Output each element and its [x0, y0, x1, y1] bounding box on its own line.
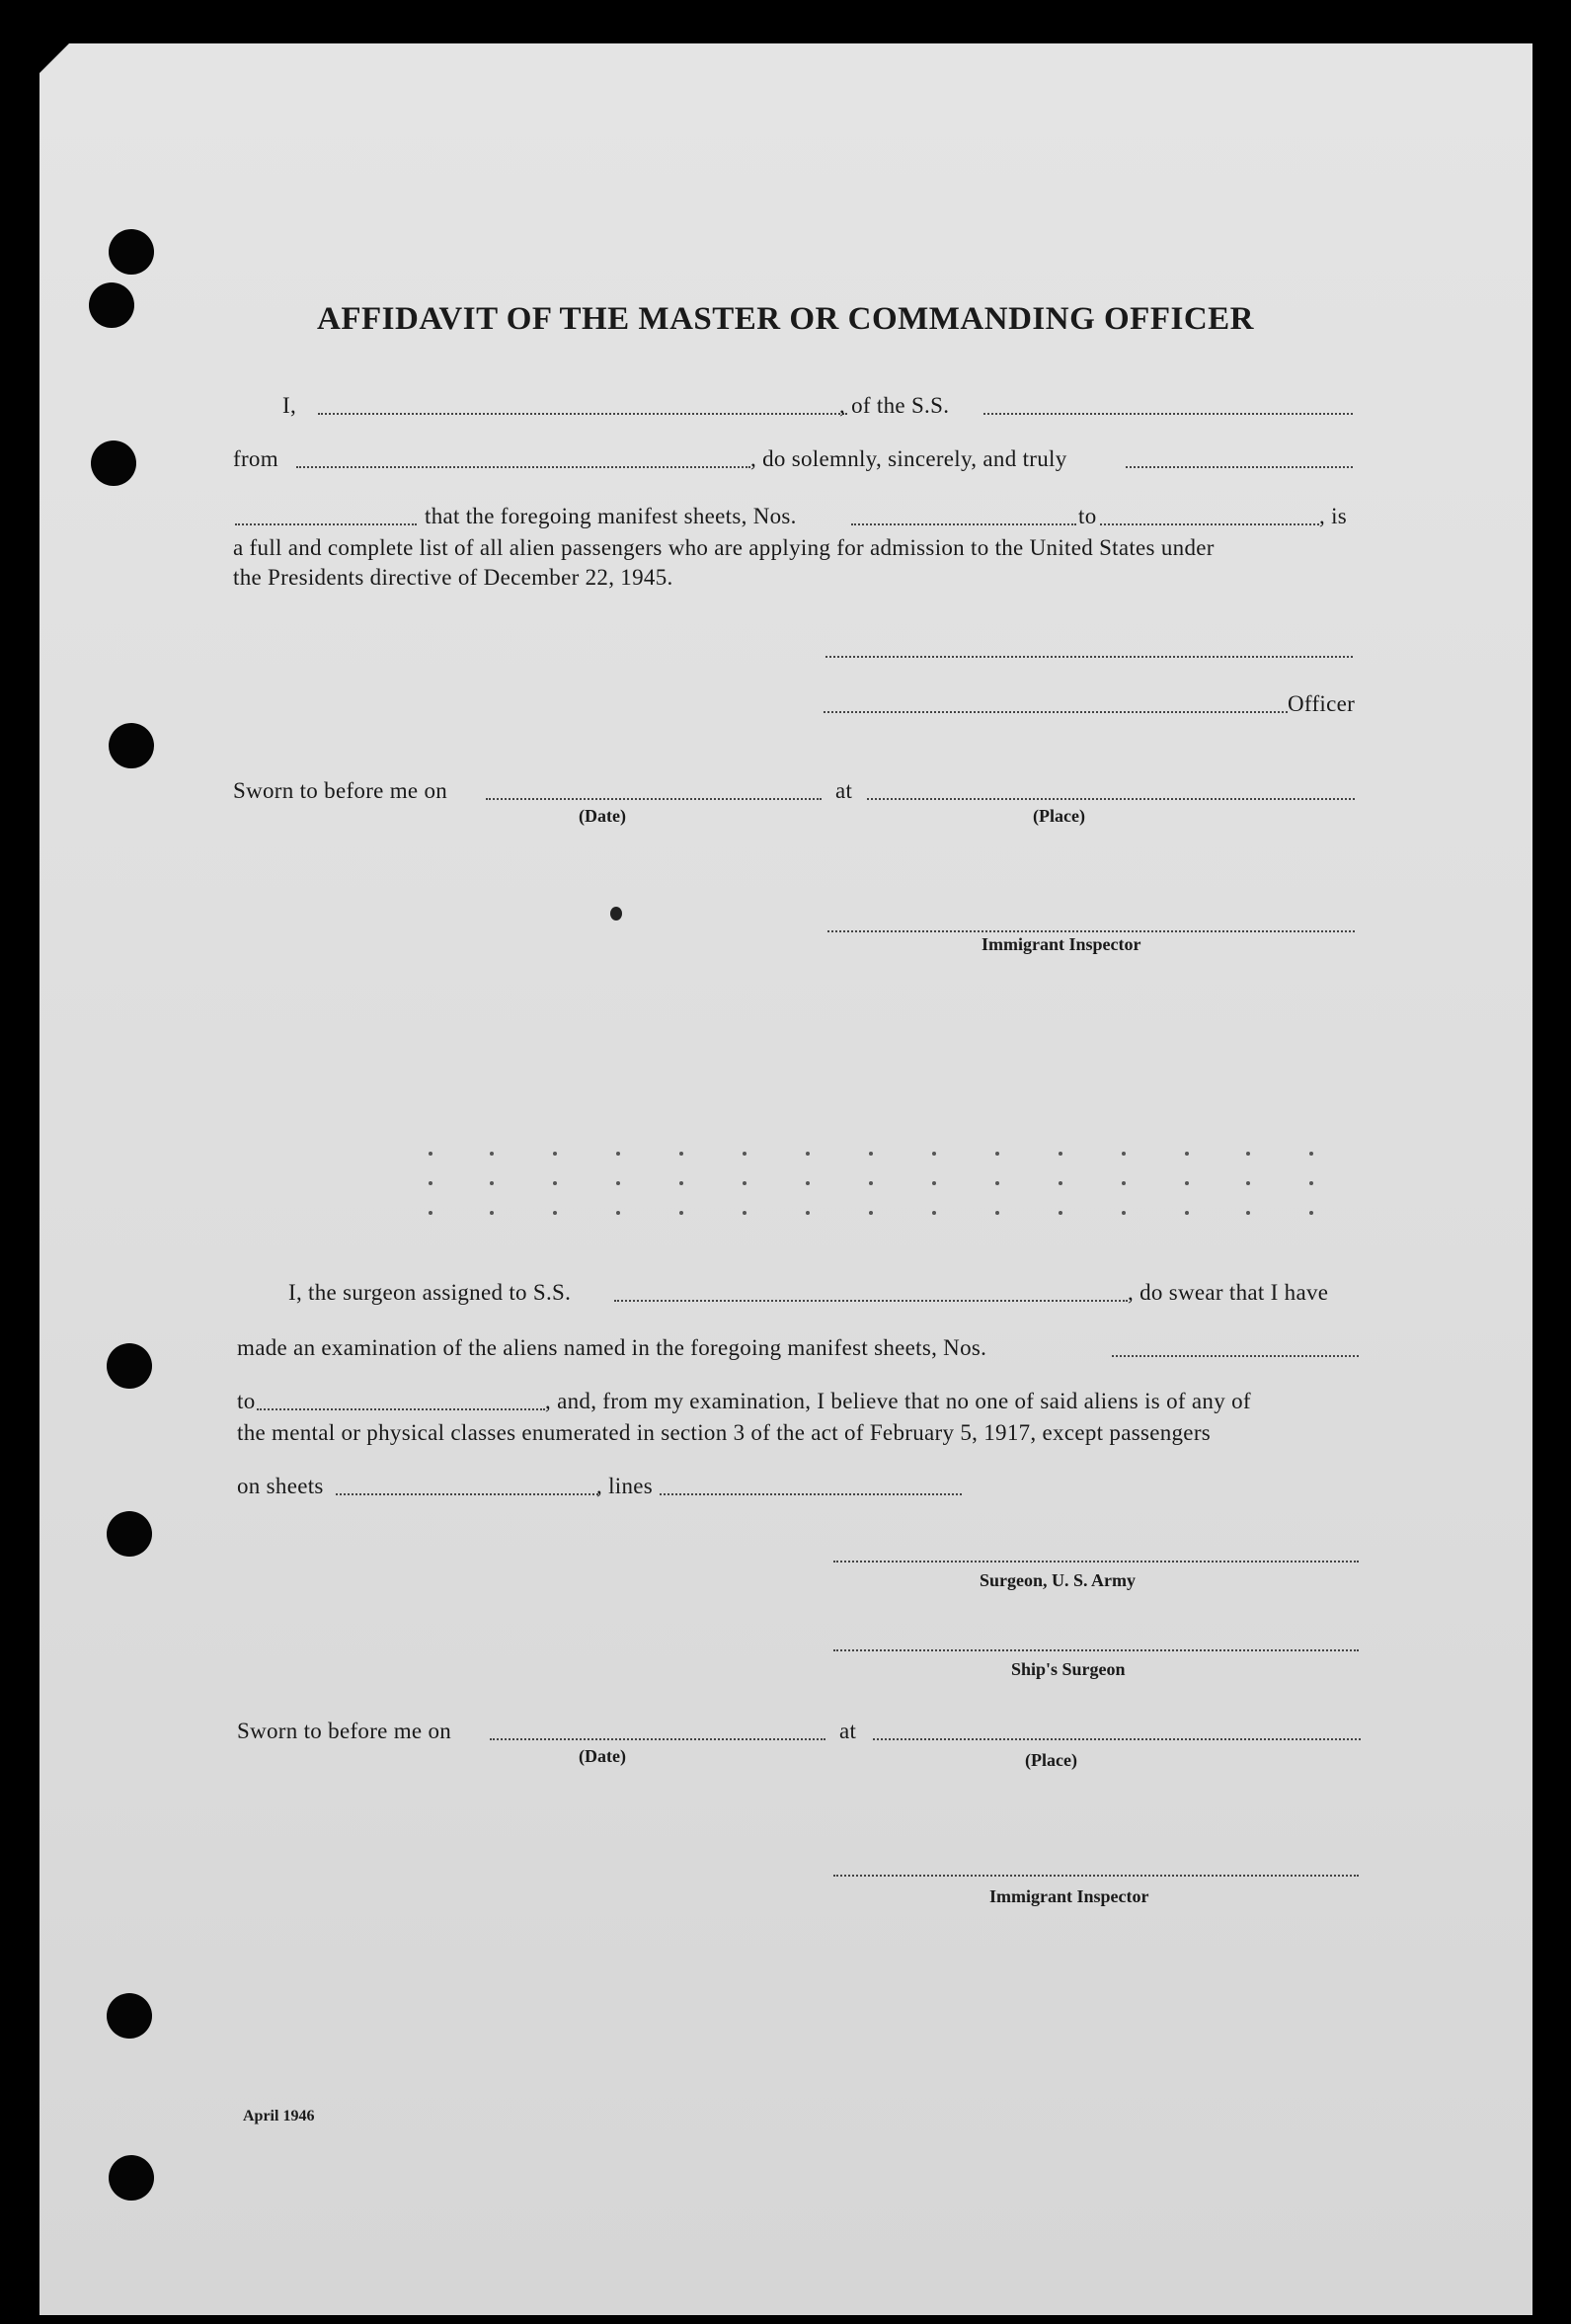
master-ss-label: , of the S.S. — [839, 393, 950, 418]
sworn1-inspector-signature[interactable] — [827, 930, 1355, 932]
master-is-text: , is — [1319, 504, 1348, 528]
master-sheets-text: that the foregoing manifest sheets, Nos. — [425, 504, 797, 528]
punch-hole — [109, 2155, 154, 2201]
surgeon-line1-end: , do swear that I have — [1128, 1280, 1329, 1305]
master-ship-field[interactable] — [983, 413, 1353, 415]
master-oath-field[interactable] — [1126, 466, 1353, 468]
sworn1-date-field[interactable] — [486, 798, 822, 800]
punch-hole — [107, 1343, 152, 1389]
master-from-label: from — [233, 446, 278, 471]
master-statement-line4: a full and complete list of all alien passengers who are applying for admission to the United States under — [233, 535, 1215, 560]
master-statement-line5: the Presidents directive of December 22, 1945. — [233, 565, 673, 590]
sworn1-at-label: at — [835, 778, 853, 803]
sworn2-place-caption: (Place) — [1025, 1750, 1077, 1770]
surgeon-line4: the mental or physical classes enumerated in section 3 of the act of February 5, 1917, except passengers — [237, 1420, 1212, 1445]
sworn1-place-caption: (Place) — [1033, 806, 1085, 826]
ship-surgeon-signature[interactable] — [833, 1649, 1359, 1651]
master-i-label: I, — [282, 393, 297, 418]
form-title: AFFIDAVIT OF THE MASTER OR COMMANDING OFFICER — [317, 301, 1254, 337]
sworn2-date-field[interactable] — [490, 1738, 825, 1740]
sworn2-inspector-signature[interactable] — [833, 1875, 1359, 1877]
master-sheets-to-field[interactable] — [1100, 523, 1319, 525]
surgeon-line2: made an examination of the aliens named in the foregoing manifest sheets, Nos. — [237, 1335, 987, 1360]
punch-hole — [107, 1511, 152, 1557]
surgeon-line3-end: , and, from my examination, I believe that no one of said aliens is of any of — [545, 1389, 1251, 1413]
form-revision-date: April 1946 — [243, 2108, 315, 2124]
punch-hole — [109, 723, 154, 768]
punch-hole — [107, 1993, 152, 2039]
master-solemnly-text: , do solemnly, sincerely, and truly — [750, 446, 1067, 471]
sworn2-inspector-label: Immigrant Inspector — [989, 1886, 1149, 1906]
surgeon-except-lines-field[interactable] — [660, 1493, 962, 1495]
sworn1-label: Sworn to before me on — [233, 778, 448, 803]
army-surgeon-signature[interactable] — [833, 1561, 1359, 1563]
master-sheets-from-field[interactable] — [851, 523, 1076, 525]
surgeon-ship-field[interactable] — [614, 1300, 1128, 1302]
surgeon-lines-label: , lines — [596, 1474, 654, 1498]
sworn1-place-field[interactable] — [867, 798, 1355, 800]
surgeon-sheets-to-field[interactable] — [257, 1408, 545, 1410]
master-to-label: to — [1078, 504, 1097, 528]
sworn1-inspector-label: Immigrant Inspector — [982, 934, 1141, 954]
officer-label: Officer — [1288, 691, 1356, 716]
sworn2-date-caption: (Date) — [579, 1746, 626, 1766]
officer-signature-line-2[interactable] — [824, 711, 1288, 713]
surgeon-except-sheets-field[interactable] — [336, 1493, 598, 1495]
punch-hole — [109, 229, 154, 275]
punch-hole — [91, 441, 136, 486]
sworn2-label: Sworn to before me on — [237, 1719, 452, 1743]
sworn1-date-caption: (Date) — [579, 806, 626, 826]
master-port-field[interactable] — [296, 466, 750, 468]
paper-sheet — [39, 43, 1532, 2315]
officer-signature-line-1[interactable] — [825, 656, 1353, 658]
sworn2-at-label: at — [839, 1719, 857, 1743]
army-surgeon-label: Surgeon, U. S. Army — [980, 1570, 1137, 1590]
ship-surgeon-label: Ship's Surgeon — [1011, 1659, 1126, 1679]
master-name-field[interactable] — [318, 413, 847, 415]
surgeon-sheets-label: on sheets — [237, 1474, 324, 1498]
surgeon-to-label: to — [237, 1389, 256, 1413]
surgeon-line1-start: I, the surgeon assigned to S.S. — [288, 1280, 572, 1305]
master-oath-verb-field[interactable] — [235, 523, 417, 525]
ink-blot — [610, 907, 622, 921]
sworn2-place-field[interactable] — [873, 1738, 1361, 1740]
surgeon-sheets-from-field[interactable] — [1112, 1355, 1359, 1357]
